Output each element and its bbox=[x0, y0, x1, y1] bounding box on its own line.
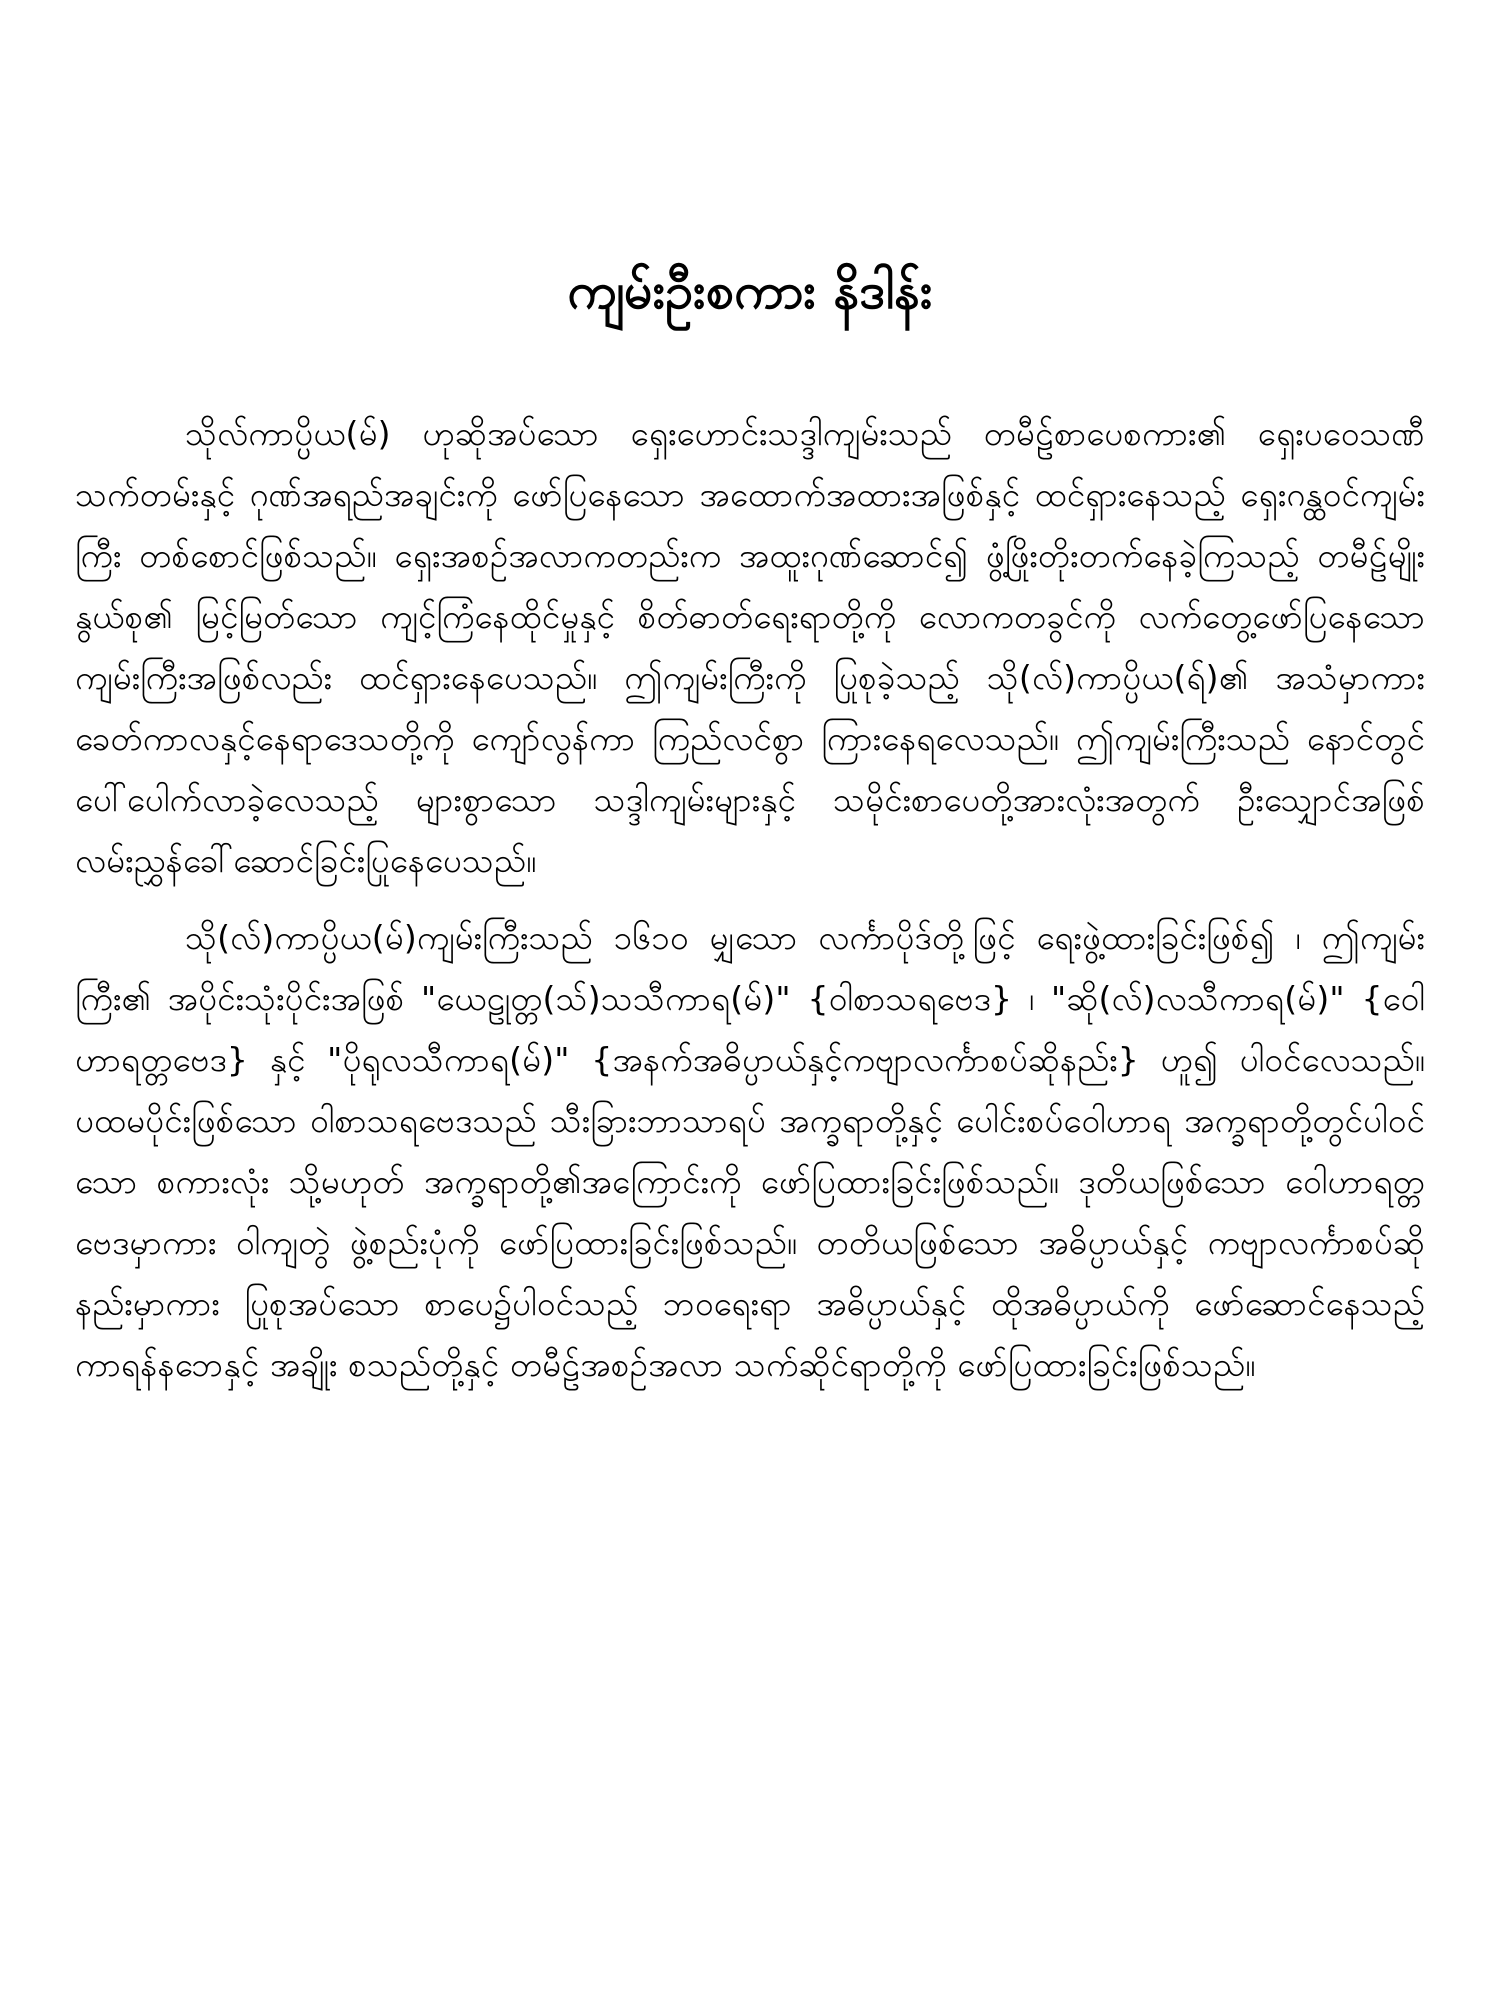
body-text bbox=[75, 403, 1425, 1395]
paragraph-1: သိုလ်ကာပ္ပိယ(မ်) ဟုဆိုအပ်သော ရှေးဟောင်းသဒ္ဒါကျမ်းသည် တမီဠ်စာပေစကား၏ ရှေးပဝေသဏီ သက်တမ်းနှင့် ဂုဏ်အရည်အချင်းကို ဖော်ပြနေသော အထောက်အထားအဖြစ်နှင့် ထင်ရှားနေသည့် ရှေးဂန္ထဝင်ကျမ်းကြီး တစ်စောင်ဖြစ်သည်။ ရှေးအစဉ်အလာကတည်းက အထူးဂုဏ်ဆောင်၍ ဖွံ့ဖြိုးတိုးတက်နေခဲ့ကြသည့် တမီဠ်မျိုးနွယ်စု၏ မြင့်မြတ်သော ကျင့်ကြံနေထိုင်မှုနှင့် စိတ်ဓာတ်ရေးရာတို့ကို လောကတခွင်ကို လက်တွေ့ဖော်ပြနေသော ကျမ်းကြီးအဖြစ်လည်း ထင်ရှားနေပေသည်။ ဤကျမ်းကြီးကို ပြုစုခဲ့သည့် သို(လ်)ကာပ္ပိယ(ရ်)၏ အသံမှာကား ခေတ်ကာလနှင့်နေရာဒေသတို့ကို ကျော်လွန်ကာ ကြည်လင်စွာ ကြားနေရလေသည်။ ဤကျမ်းကြီးသည် နောင်တွင် ပေါ်ပေါက်လာခဲ့လေသည့် များစွာသော သဒ္ဒါကျမ်းများနှင့် သမိုင်းစာပေတို့အားလုံးအတွက် ဦးသျှောင်အဖြစ် လမ်းညွှန်ခေါ်ဆောင်ခြင်းပြုနေပေသည်။ bbox=[75, 414, 1425, 880]
document-page bbox=[75, 0, 1425, 2000]
page-title: ကျမ်းဦးစကား နိဒါန်း bbox=[567, 261, 933, 320]
paragraph-2: သို(လ်)ကာပ္ပိယ(မ်)ကျမ်းကြီးသည် ၁၆၁၀ မျှသော လင်္ကာပိုဒ်တို့ဖြင့် ရေးဖွဲ့ထားခြင်းဖြစ်၍ ၊ ဤကျမ်းကြီး၏ အပိုင်းသုံးပိုင်းအဖြစ် "ယေဠုတ္တ(သ်)သသီကာရ(မ်)" {ဝါစာသရဗေဒ} ၊ "ဆို(လ်)လသီကာရ(မ်)" {ဝေါဟာရတ္တဗေဒ} နှင့် "ပိုရုလသီကာရ(မ်)" {အနက်အဓိပ္ပာယ်နှင့်ကဗျာလင်္ကာစပ်ဆိုနည်း} ဟူ၍ ပါဝင်လေသည်။ ပထမပိုင်းဖြစ်သော ဝါစာသရဗေဒသည် သီးခြားဘာသာရပ် အက္ခရာတို့နှင့် ပေါင်းစပ်ဝေါဟာရ အက္ခရာတို့တွင်ပါဝင်သော စကားလုံး သို့မဟုတ် အက္ခရာတို့၏အကြောင်းကို ဖော်ပြထားခြင်းဖြစ်သည်။ ဒုတိယဖြစ်သော ဝေါဟာရတ္တဗေဒမှာကား ဝါကျတွဲ ဖွဲ့စည်းပုံကို ဖော်ပြထားခြင်းဖြစ်သည်။ တတိယဖြစ်သော အဓိပ္ပာယ်နှင့် ကဗျာလင်္ကာစပ်ဆိုနည်းမှာကား ပြုစုအပ်သော စာပေ၌ပါဝင်သည့် ဘဝရေးရာ အဓိပ္ပာယ်နှင့် ထိုအဓိပ္ပာယ်ကို ဖော်ဆောင်နေသည့် ကာရန်နဘေနှင့် အချိုး စသည်တို့နှင့် တမီဠ်အစဉ်အလာ သက်ဆိုင်ရာတို့ကို ဖော်ပြထားခြင်းဖြစ်သည်။ bbox=[75, 918, 1425, 1384]
